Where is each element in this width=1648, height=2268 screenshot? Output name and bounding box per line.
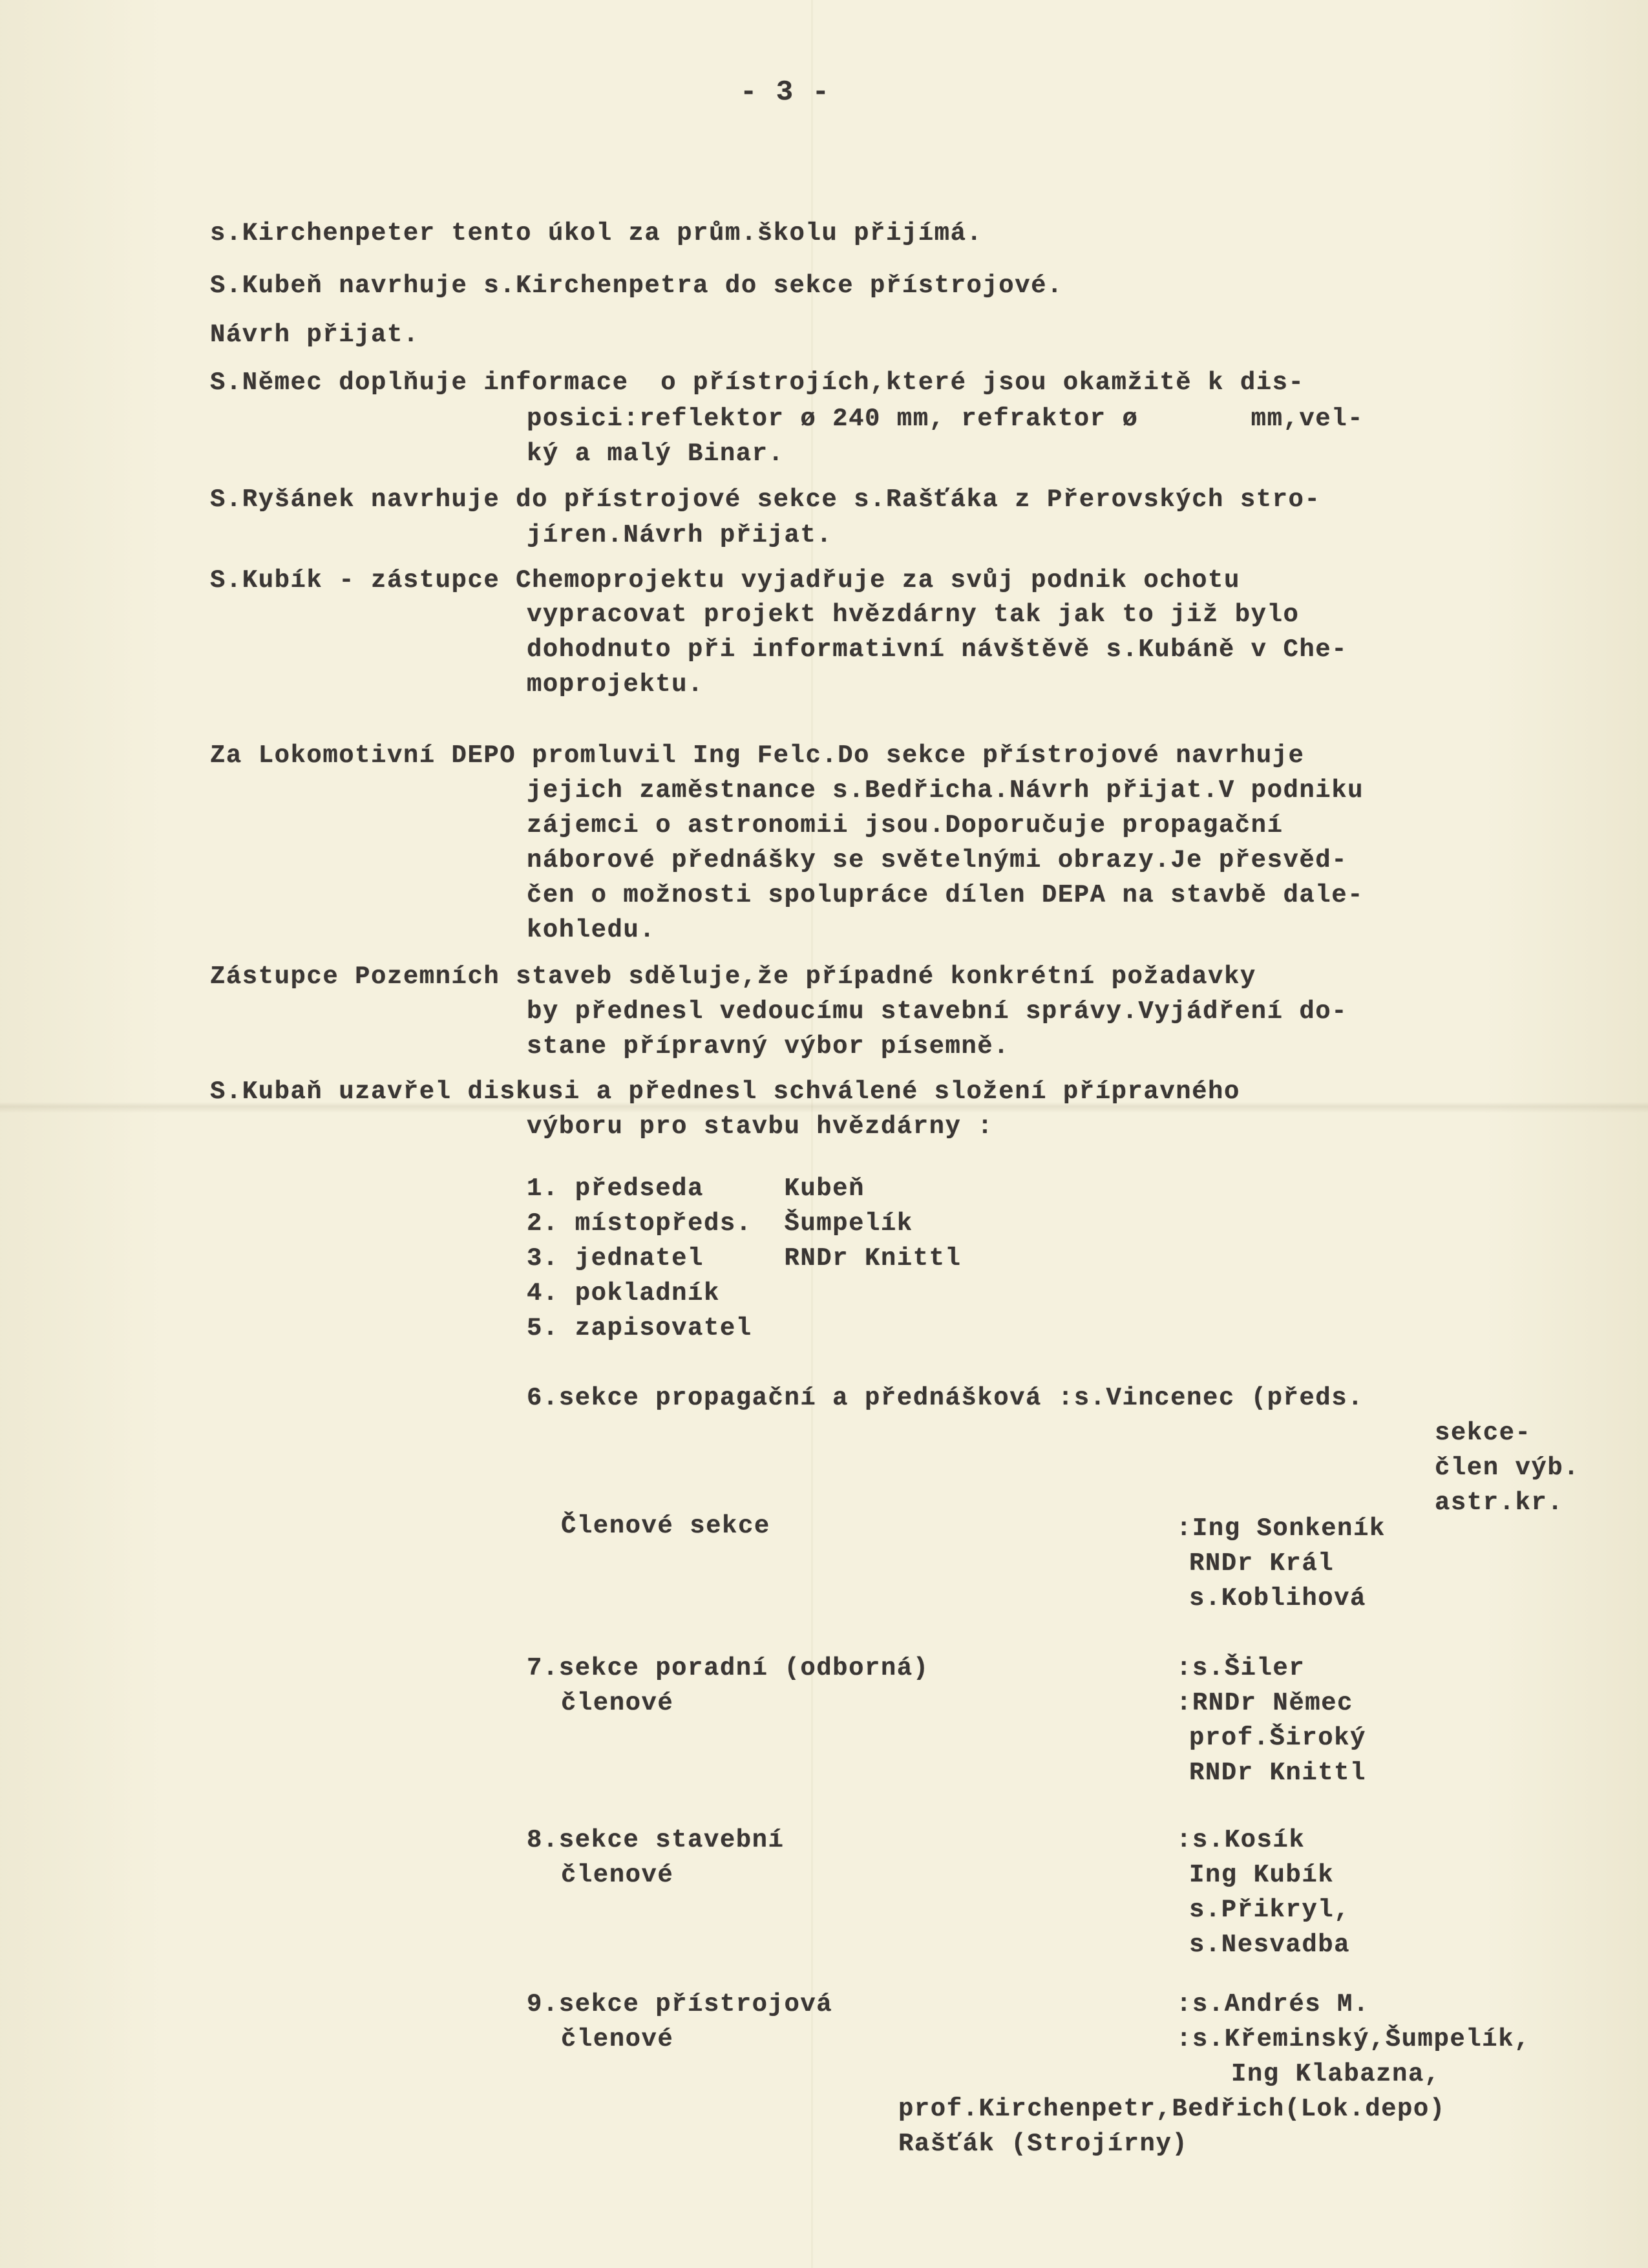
committee-item: 5. zapisovatel bbox=[527, 1314, 752, 1342]
section-heading: 7.sekce poradní (odborná) bbox=[527, 1654, 929, 1682]
member-name: Ing Kubík bbox=[1189, 1861, 1335, 1889]
member-name: :s.Křeminský,Šumpelík, bbox=[1176, 2025, 1530, 2053]
member-name: :s.Kosík bbox=[1176, 1826, 1305, 1854]
section-members-label: členové bbox=[561, 2025, 674, 2053]
text-line: Zástupce Pozemních staveb sděluje,že případné konkrétní požadavky bbox=[210, 962, 1256, 991]
section-members-label: Členové sekce bbox=[561, 1512, 770, 1540]
member-name: prof.Široký bbox=[1189, 1724, 1366, 1752]
committee-item: 1. předseda Kubeň bbox=[527, 1174, 865, 1203]
text-line: by přednesl vedoucímu stavební správy.Vyjádření do- bbox=[527, 997, 1348, 1026]
text-line: člen výb. bbox=[1435, 1454, 1580, 1482]
section-heading: 8.sekce stavební bbox=[527, 1826, 785, 1854]
text-line: zájemci o astronomii jsou.Doporučuje propagační bbox=[527, 811, 1284, 840]
text-line: S.Ryšánek navrhuje do přístrojové sekce s.Rašťáka z Přerovských stro- bbox=[210, 485, 1321, 514]
text-line: S.Kubaň uzavřel diskusi a přednesl schválené složení přípravného bbox=[210, 1077, 1240, 1106]
member-name: RNDr Knittl bbox=[1189, 1759, 1366, 1787]
member-name: s.Nesvadba bbox=[1189, 1931, 1351, 1959]
committee-item: 2. místopředs. Šumpelík bbox=[527, 1209, 913, 1238]
section-heading: 6.sekce propagační a přednášková :s.Vincenec (předs. bbox=[527, 1384, 1364, 1412]
text-line: S.Kubeň navrhuje s.Kirchenpetra do sekce přístrojové. bbox=[210, 271, 1063, 300]
text-line: čen o možnosti spolupráce dílen DEPA na stavbě dale- bbox=[527, 881, 1364, 909]
section-members-label: členové bbox=[561, 1861, 674, 1889]
member-name: s.Přikryl, bbox=[1189, 1896, 1351, 1924]
text-line: výboru pro stavbu hvězdárny : bbox=[527, 1112, 994, 1141]
text-line: ký a malý Binar. bbox=[527, 440, 785, 468]
text-line: náborové přednášky se světelnými obrazy.Je přesvěd- bbox=[527, 846, 1348, 874]
text-line: stane přípravný výbor písemně. bbox=[527, 1032, 1010, 1061]
section-heading: 9.sekce přístrojová bbox=[527, 1990, 833, 2019]
text-line: jejich zaměstnance s.Bedřicha.Návrh přijat.V podniku bbox=[527, 776, 1364, 805]
text-line: posici:reflektor ø 240 mm, refraktor ø mm,vel- bbox=[527, 405, 1364, 433]
text-line: vypracovat projekt hvězdárny tak jak to již bylo bbox=[527, 600, 1300, 629]
text-line: jíren.Návrh přijat. bbox=[527, 521, 833, 549]
text-line: kohledu. bbox=[527, 916, 656, 944]
member-name: prof.Kirchenpetr,Bedřich(Lok.depo) bbox=[898, 2095, 1446, 2123]
section-members-label: členové bbox=[561, 1689, 674, 1717]
text-line: Návrh přijat. bbox=[210, 321, 419, 349]
member-name: Rašťák (Strojírny) bbox=[898, 2130, 1188, 2158]
text-line: moprojektu. bbox=[527, 670, 704, 699]
text-line: astr.kr. bbox=[1435, 1489, 1564, 1517]
member-name: Ing Klabazna, bbox=[1231, 2060, 1441, 2088]
text-line: Za Lokomotivní DEPO promluvil Ing Felc.Do sekce přístrojové navrhuje bbox=[210, 741, 1305, 770]
text-line: sekce- bbox=[1435, 1419, 1532, 1447]
text-line: dohodnuto při informativní návštěvě s.Kubáně v Che- bbox=[527, 635, 1348, 664]
member-name: :s.Andrés M. bbox=[1176, 1990, 1369, 2019]
text-line: S.Němec doplňuje informace o přístrojích,které jsou okamžitě k dis- bbox=[210, 368, 1305, 397]
text-line: s.Kirchenpeter tento úkol za prům.školu přijímá. bbox=[210, 219, 983, 248]
member-name: :Ing Sonkeník bbox=[1176, 1514, 1386, 1543]
committee-item: 3. jednatel RNDr Knittl bbox=[527, 1244, 962, 1273]
page-number: - 3 - bbox=[740, 76, 830, 109]
member-name: :s.Šiler bbox=[1176, 1654, 1305, 1682]
text-line: S.Kubík - zástupce Chemoprojektu vyjadřuje za svůj podnik ochotu bbox=[210, 566, 1240, 595]
member-name: :RNDr Němec bbox=[1176, 1689, 1353, 1717]
member-name: RNDr Král bbox=[1189, 1549, 1335, 1578]
member-name: s.Koblihová bbox=[1189, 1584, 1366, 1613]
committee-item: 4. pokladník bbox=[527, 1279, 720, 1308]
